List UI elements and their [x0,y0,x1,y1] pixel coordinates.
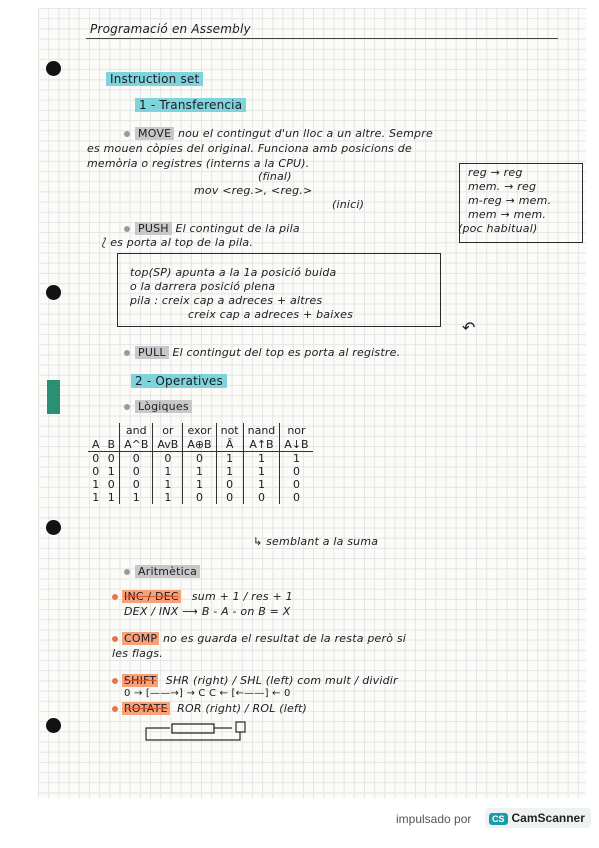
table-cell: 1 [153,491,183,504]
table-cell: 1 [104,465,120,478]
column-header: A^B [120,437,153,452]
comp-line2: les flags. [112,647,163,660]
table-cell: 0 [292,465,300,478]
dex-line: DEX / INX ⟶ B - A - on B = X [124,605,291,618]
stack-line: o la darrera posició plena [130,280,276,293]
table-cell: 0 [92,465,100,478]
move-syntax: mov <reg.>, <reg.> [194,184,313,197]
mode-item: mem. → reg [468,180,537,193]
truth-table-header-row [88,437,313,452]
table-row [88,478,313,491]
table-cell: 1 [292,452,300,465]
column-header: A [88,437,104,452]
table-cell: 1 [243,465,280,478]
stack-line: top(SP) apunta a la 1a posició buida [130,266,337,279]
group-label: not [216,423,243,437]
bullet-icon [124,131,130,137]
group-label: nor [287,423,306,437]
pull-line: PULL El contingut del top es porta al registre. [124,346,400,359]
section-heading: Instruction set [106,72,203,86]
powered-by-text: impulsado por [396,812,472,826]
table-cell: 0 [120,465,153,478]
table-cell: 1 [243,478,280,491]
truth-table-group-row [88,423,313,437]
table-cell: 0 [243,491,280,504]
column-header: A⊕B [183,437,216,452]
move-line3: memòria o registres (interns a la CPU). [87,157,310,170]
bullet-icon [112,678,118,684]
binder-hole [46,61,61,76]
rotate-line: ROTATE ROR (right) / ROL (left) [112,702,307,715]
group-label: exor [183,423,216,437]
table-cell: 1 [216,452,243,466]
shift-diagram: 0 → [——→] → C C ← [←——] ← 0 [124,688,291,699]
rotate-diagram [140,718,260,746]
table-cell: 0 [216,478,243,491]
table-cell: 1 [153,478,183,491]
push-line: PUSH El contingut de la pila [124,222,300,235]
table-cell: 0 [292,491,300,504]
stack-line: pila : creix cap a adreces + altres [130,294,323,307]
table-cell: 1 [120,491,153,504]
mode-item: (poc habitual) [458,222,538,235]
comp-line: COMP no es guarda el resultat de la resta però si [112,632,406,645]
table-cell: 1 [104,491,120,504]
table-cell: 1 [92,491,100,504]
table-cell: 1 [183,478,216,491]
bullet-icon [112,706,118,712]
table-row [88,465,313,478]
inc-line: INC / DEC sum + 1 / res + 1 [112,590,293,603]
column-header: AvB [153,437,183,452]
table-cell: 1 [183,465,216,478]
bullet-icon [124,404,130,410]
group-label: nand [243,423,280,437]
table-cell: 0 [183,491,216,504]
group-label: and [120,423,153,437]
stack-line: creix cap a adreces + baixes [188,308,354,321]
bullet-icon [124,350,130,356]
move-line: MOVE nou el contingut d'un lloc a un altre. Sempre [124,127,433,140]
subsection-heading: 2 - Operatives [131,374,227,388]
column-header: A↓B [280,437,313,452]
group-label: or [153,423,183,437]
table-cell: 0 [104,478,120,491]
camscanner-label: CamScanner [511,811,585,825]
logiques-heading: Lògiques [124,400,192,413]
mode-item: mem → mem. [468,208,547,221]
table-cell: 0 [216,491,243,504]
truth-table [88,423,313,504]
table-cell: 1 [92,478,100,491]
hook-arrow-icon: ↳ [253,535,267,548]
curl-arrow-icon: ⟅ [102,236,111,249]
page-title: Programació en Assembly [90,22,251,36]
bullet-icon [112,636,118,642]
column-header: B [104,437,120,452]
bullet-icon [124,569,130,575]
notebook-brand-logo [47,380,60,414]
subsection-heading: 1 - Transferencia [135,98,246,112]
table-row [88,491,313,504]
table-cell: 0 [92,452,100,465]
table-cell: 1 [153,465,183,478]
table-row [88,452,313,466]
move-final: (final) [258,170,292,183]
table-cell: 0 [120,478,153,491]
mode-item: m-reg → mem. [468,194,552,207]
column-header: Ā [216,437,243,452]
binder-hole [46,718,61,733]
push-line2: ⟅ es porta al top de la pila. [102,236,254,249]
move-inici: (inici) [332,198,365,211]
table-cell: 0 [183,452,216,466]
move-line2: es mouen còpies del original. Funciona amb posicions de [87,142,412,155]
table-cell: 0 [153,452,183,466]
table-cell: 0 [120,452,153,466]
camscanner-badge[interactable] [485,808,591,828]
table-cell: 1 [243,452,280,466]
bullet-icon [124,226,130,232]
column-header: A↑B [243,437,280,452]
mode-item: reg → reg [468,166,523,179]
camscanner-icon: CS [489,813,508,825]
aritmetica-heading: Aritmètica [124,565,200,578]
table-cell: 0 [292,478,300,491]
table-cell: 1 [216,465,243,478]
binder-hole [46,285,61,300]
table-cell: 0 [104,452,120,466]
title-underline [86,38,558,39]
semblant-note: ↳ semblant a la suma [253,535,379,548]
bullet-icon [112,594,118,600]
shift-line: SHIFT SHR (right) / SHL (left) com mult / dividir [112,674,398,687]
curved-arrow-icon: ↶ [462,318,476,337]
binder-hole [46,520,61,535]
